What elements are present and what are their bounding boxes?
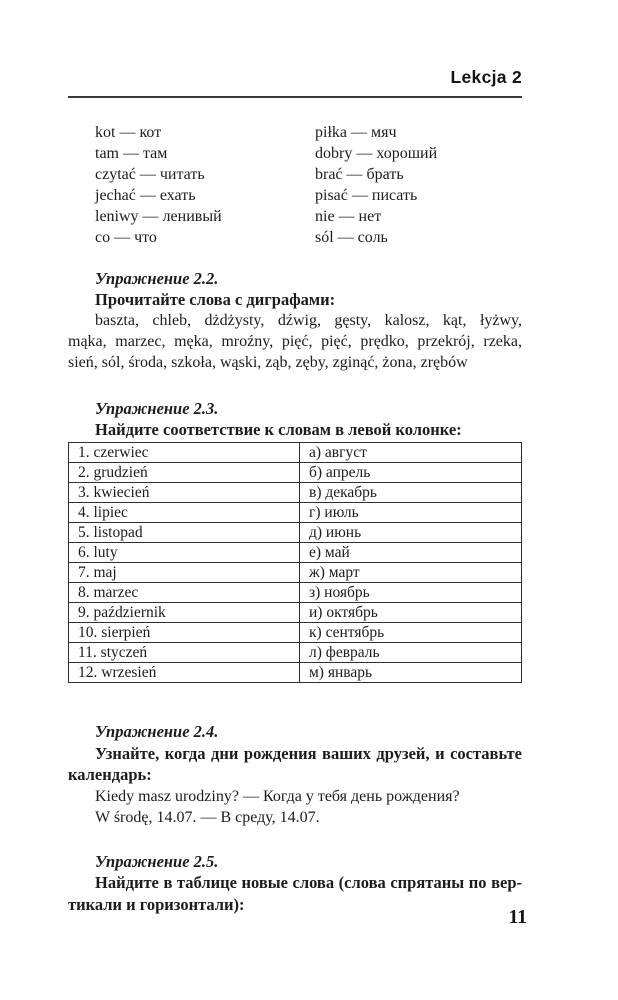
vocab-pair: nie — нет [315,208,382,225]
vocab-pair: piłka — мяч [315,124,397,141]
exercise-title: Упражнение 2.4. [95,722,219,741]
exercise-instruction: Найдите соответствие к словам в левой колонке: [95,420,462,439]
month-cell-ru: д) июнь [300,523,522,543]
month-cell-ru: а) август [300,443,522,463]
exercise-title: Упражнение 2.5. [95,851,219,871]
month-cell-ru: з) ноябрь [300,583,522,603]
vocab-pair: kot — кот [95,124,162,141]
month-cell-pl: 5. listopad [69,523,300,543]
exercise-body-line: W środę, 14.07. — В среду, 14.07. [95,809,320,826]
table-row [69,503,522,523]
month-cell-pl: 4. lipiec [69,503,300,523]
table-row [69,663,522,683]
table-row [69,523,522,543]
month-cell-ru: м) январь [300,663,522,683]
month-cell-ru: е) май [300,543,522,563]
vocab-pair: jechać — ехать [95,187,196,204]
month-cell-pl: 12. wrzesień [69,663,300,683]
exercise-title: Упражнение 2.3. [95,399,219,418]
table-row [69,543,522,563]
table-row [69,443,522,463]
vocab-list [68,122,522,248]
month-cell-pl: 10. sierpień [69,623,300,643]
matching-table [68,442,522,683]
header-rule [68,96,522,98]
month-cell-pl: 11. styczeń [69,643,300,663]
exercise-instruction: Прочитайте слова с диграфами: [95,290,336,309]
exercise-instruction-line: Найдите в таблице новые слова (слова спрятаны по вер- [95,873,522,892]
month-cell-pl: 6. luty [69,543,300,563]
table-row [69,463,522,483]
month-cell-pl: 2. grudzień [69,463,300,483]
table-row [69,603,522,623]
month-cell-ru: к) сентябрь [300,623,522,643]
vocab-pair: pisać — писать [315,187,418,204]
exercise-body-line: sień, sól, środa, szkoła, wąski, ząb, zęby, zginąć, żona, zrębów [68,354,468,371]
month-cell-pl: 9. październik [69,603,300,623]
table-row [69,583,522,603]
exercise-instruction-line: тикали и горизонтали): [68,894,245,914]
vocab-pair: brać — брать [315,166,404,183]
month-cell-pl: 8. marzec [69,583,300,603]
exercise-instruction-line: календарь: [68,765,152,784]
vocab-pair: leniwy — ленивый [95,208,222,225]
table-row [69,563,522,583]
table-row [69,483,522,503]
vocab-pair: co — что [95,229,157,246]
page-number: 11 [508,907,527,928]
exercise-2-4 [68,721,522,829]
month-cell-ru: в) декабрь [300,483,522,503]
month-cell-ru: и) октябрь [300,603,522,623]
exercise-body-line: Kiedy masz urodziny? — Когда у тебя день рождения? [95,787,460,805]
exercise-2-5 [68,851,522,916]
month-cell-pl: 7. maj [69,563,300,583]
exercise-title: Упражнение 2.2. [95,269,219,288]
month-cell-ru: б) апрель [300,463,522,483]
lesson-header: Lekcja 2 [450,67,522,87]
month-cell-ru: г) июль [300,503,522,523]
vocab-pair: sól — соль [315,229,388,246]
table-row [69,623,522,643]
table-row [69,643,522,663]
month-cell-ru: л) февраль [300,643,522,663]
month-cell-pl: 1. czerwiec [69,443,300,463]
exercise-body-line: baszta, chleb, dżdżysty, dźwig, gęsty, kalosz, kąt, łyżwy, [95,312,522,329]
month-cell-ru: ж) март [300,563,522,583]
exercise-body-line: mąka, marzec, męka, mroźny, pięć, pięć, prędko, przekrój, rzeka, [68,333,522,350]
exercise-2-2 [68,268,522,373]
vocab-pair: czytać — читать [95,166,205,183]
vocab-pair: tam — там [95,145,168,162]
month-cell-pl: 3. kwiecień [69,483,300,503]
exercise-2-3 [68,398,522,683]
vocab-pair: dobry — хороший [315,145,438,162]
exercise-instruction-line: Узнайте, когда дни рождения ваших друзей, и составьте [95,743,522,763]
